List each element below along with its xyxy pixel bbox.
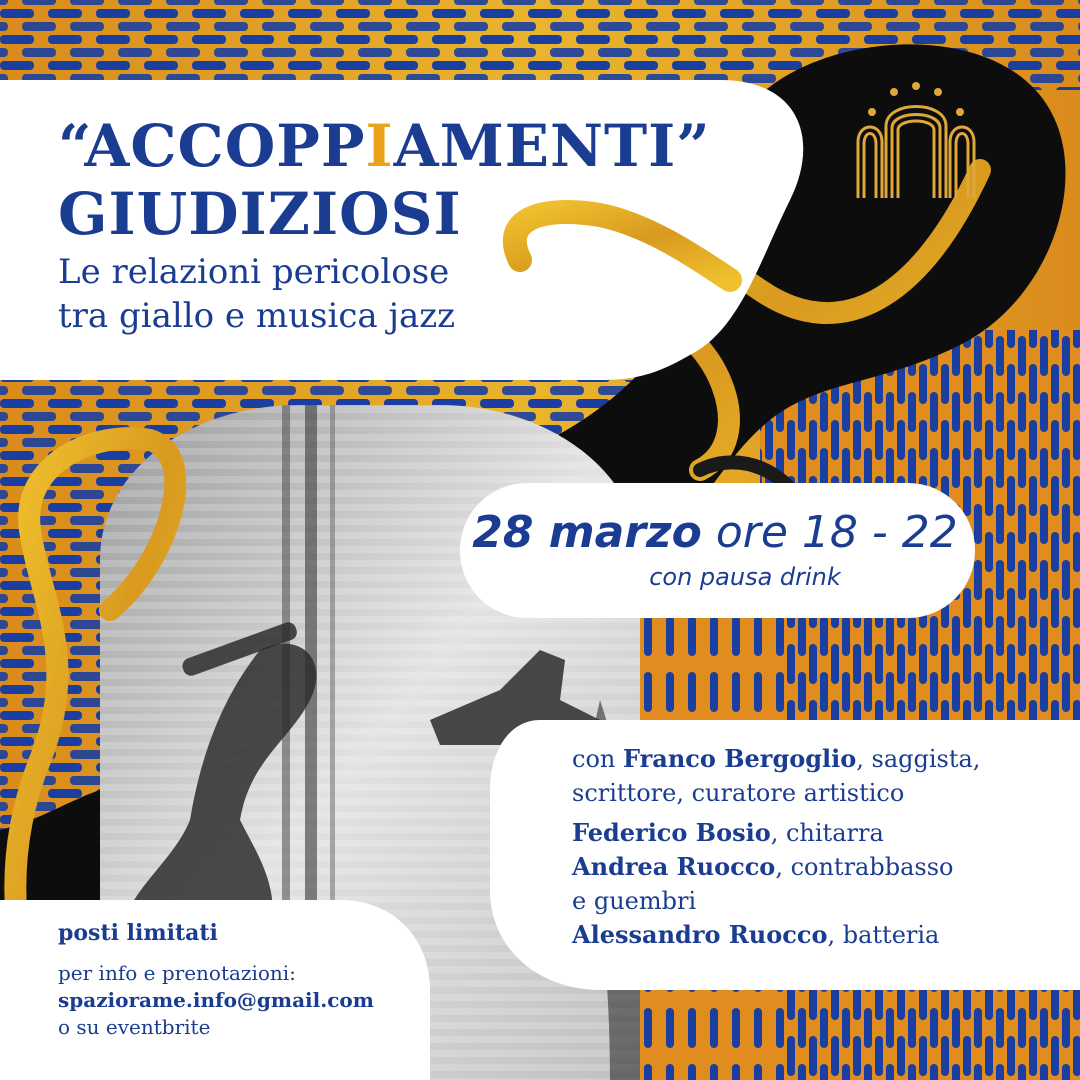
event-datetime — [470, 505, 960, 561]
title-suffix: AMENTI” — [393, 112, 711, 180]
performer-1-role-cont: scrittore, curatore artistico — [572, 779, 905, 807]
arches-logo-icon — [852, 82, 980, 200]
performer-1 — [572, 742, 1042, 776]
performer-name: Franco Bergoglio — [623, 744, 857, 773]
performer-name: Andrea Ruocco — [572, 852, 776, 881]
performer-3-role-cont: e guembri — [572, 887, 697, 915]
performers-intro: con — [572, 745, 616, 773]
title-prefix: “ACCOPP — [58, 112, 366, 180]
event-note: con pausa drink — [649, 563, 841, 591]
event-date-pill — [470, 505, 960, 593]
performer-role: , contrabbasso — [775, 853, 954, 881]
performers-list — [572, 742, 1042, 952]
event-time: ore 18 - 22 — [715, 507, 958, 558]
performer-name: Alessandro Ruocco — [572, 920, 828, 949]
performer-4 — [572, 918, 1042, 952]
title-block — [58, 112, 718, 338]
performer-name: Federico Bosio — [572, 818, 771, 847]
subtitle-line2: tra giallo e musica jazz — [58, 296, 456, 336]
subtitle-line1: Le relazioni pericolose — [58, 252, 450, 292]
eventbrite-note: o su eventbrite — [58, 1015, 211, 1039]
main-title-line1 — [58, 112, 718, 180]
limited-seats-label: posti limitati — [58, 920, 218, 946]
title-highlight-letter: I — [365, 112, 394, 180]
performer-role: , saggista, — [856, 745, 981, 773]
event-date: 28 marzo — [472, 507, 702, 558]
main-title-line2: GIUDIZIOSI — [58, 180, 462, 248]
contact-label: per info e prenotazioni: — [58, 961, 296, 985]
performer-3 — [572, 850, 1042, 884]
info-block — [58, 918, 418, 1041]
performer-2 — [572, 816, 1042, 850]
performer-role: , chitarra — [770, 819, 884, 847]
performer-role: , batteria — [827, 921, 940, 949]
contact-email[interactable]: spaziorame.info@gmail.com — [58, 988, 374, 1012]
